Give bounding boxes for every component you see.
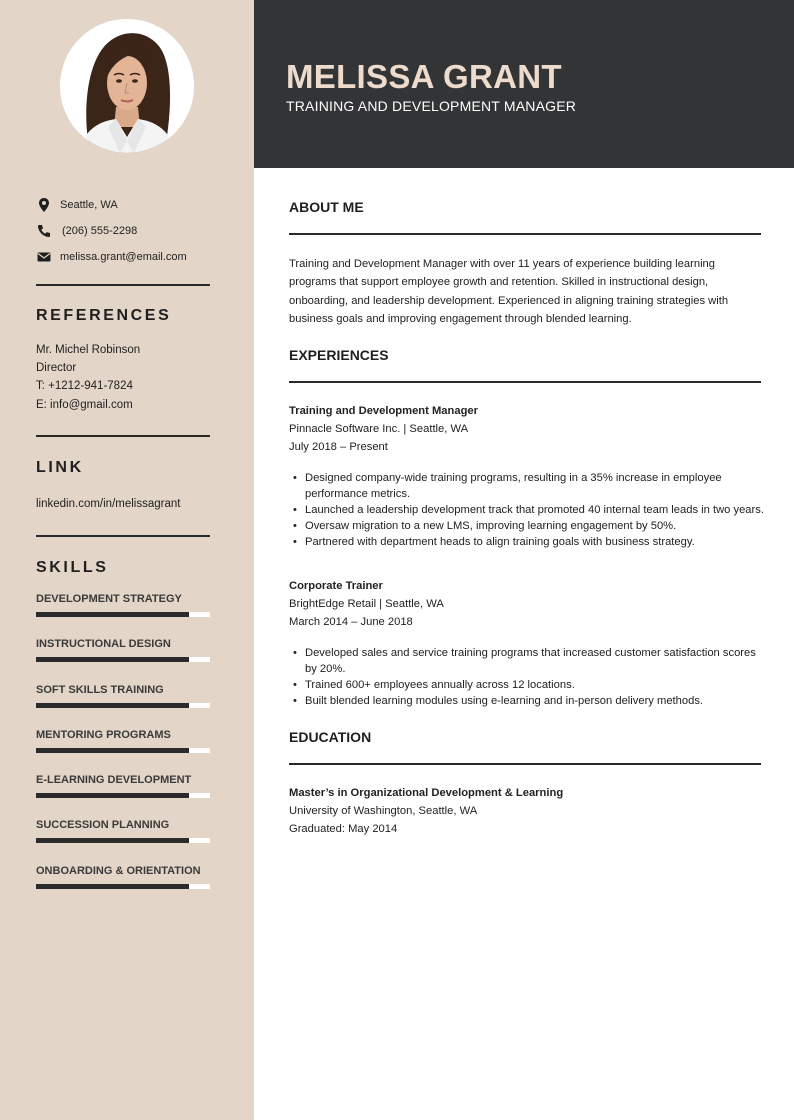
email-text[interactable]: melissa.grant@email.com <box>60 251 187 263</box>
skill-bar-fill <box>36 884 189 889</box>
divider <box>289 233 761 235</box>
reference-email: E: info@gmail.com <box>36 399 133 411</box>
references-heading: REFERENCES <box>36 307 172 324</box>
skill-bar <box>36 838 210 843</box>
phone-icon <box>36 223 52 239</box>
skill-bar <box>36 748 210 753</box>
portrait-illustration <box>60 19 194 153</box>
graduation-date: Graduated: May 2014 <box>289 823 398 835</box>
skill-bar <box>36 884 210 889</box>
skill-bar-fill <box>36 657 189 662</box>
job-dates: July 2018 – Present <box>289 441 388 453</box>
job-title: Corporate Trainer <box>289 580 383 592</box>
skill-bar-fill <box>36 703 189 708</box>
skill-bar <box>36 703 210 708</box>
skill-bar-fill <box>36 612 189 617</box>
skill-name: INSTRUCTIONAL DESIGN <box>36 638 171 650</box>
skill-bar <box>36 793 210 798</box>
list-item: • Built blended learning modules using e-learning and in-person delivery methods. <box>289 693 764 709</box>
divider <box>36 535 210 537</box>
divider <box>289 381 761 383</box>
education-heading: EDUCATION <box>289 729 372 745</box>
skill-name: SUCCESSION PLANNING <box>36 819 170 831</box>
about-text: Training and Development Manager with over 11 years of experience building learning programs that support employee growth and retention. Skilled in instructional design, onboarding, and leadership development. Experienced in aligning training strategies with business goals and improving engagement through blended learning. <box>289 258 729 325</box>
skill-bar-fill <box>36 793 189 798</box>
skill-name: ONBOARDING & ORIENTATION <box>36 865 201 877</box>
profile-photo <box>60 19 194 153</box>
job-company: BrightEdge Retail | Seattle, WA <box>289 598 444 610</box>
skills-heading: SKILLS <box>36 559 109 576</box>
candidate-name: MELISSA GRANT <box>286 58 562 95</box>
experiences-heading: EXPERIENCES <box>289 347 389 363</box>
skill-bar-fill <box>36 748 189 753</box>
reference-role: Director <box>36 362 77 374</box>
candidate-title: TRAINING AND DEVELOPMENT MANAGER <box>286 98 577 114</box>
skill-name: E-LEARNING DEVELOPMENT <box>36 774 192 786</box>
location-text: Seattle, WA <box>60 199 118 211</box>
skill-name: SOFT SKILLS TRAINING <box>36 684 164 696</box>
degree: Master’s in Organizational Development & Learning <box>289 787 564 799</box>
reference-phone: T: +1212-941-7824 <box>36 380 133 392</box>
link-heading: LINK <box>36 459 84 476</box>
school: University of Washington, Seattle, WA <box>289 805 478 817</box>
list-item: • Oversaw migration to a new LMS, improving learning engagement by 50%. <box>289 518 764 534</box>
contact-location <box>36 197 118 213</box>
job-bullets <box>289 470 764 550</box>
envelope-icon <box>36 249 52 265</box>
divider <box>36 284 210 286</box>
contact-email <box>36 249 187 265</box>
list-item: • Launched a leadership development track that promoted 40 internal team leads in two years. <box>289 502 764 518</box>
list-item: • Developed sales and service training programs that increased customer satisfaction scores by 20%. <box>289 645 764 677</box>
skill-name: DEVELOPMENT STRATEGY <box>36 593 182 605</box>
list-item: • Designed company-wide training programs, resulting in a 35% increase in employee performance metrics. <box>289 470 764 502</box>
location-pin-icon <box>36 197 52 213</box>
job-dates: March 2014 – June 2018 <box>289 616 413 628</box>
about-heading: ABOUT ME <box>289 199 364 215</box>
reference-name: Mr. Michel Robinson <box>36 344 141 356</box>
skill-bar-fill <box>36 838 189 843</box>
skill-bar <box>36 657 210 662</box>
divider <box>289 763 761 765</box>
list-item: • Partnered with department heads to align training goals with business strategy. <box>289 534 764 550</box>
contact-phone <box>36 223 137 239</box>
list-item: • Trained 600+ employees annually across 12 locations. <box>289 677 764 693</box>
job-title: Training and Development Manager <box>289 405 478 417</box>
divider <box>36 435 210 437</box>
linkedin-link[interactable]: linkedin.com/in/melissagrant <box>36 498 181 510</box>
job-company: Pinnacle Software Inc. | Seattle, WA <box>289 423 469 435</box>
phone-text[interactable]: (206) 555-2298 <box>62 225 138 237</box>
job-bullets <box>289 645 764 709</box>
skill-bar <box>36 612 210 617</box>
skill-name: MENTORING PROGRAMS <box>36 729 171 741</box>
